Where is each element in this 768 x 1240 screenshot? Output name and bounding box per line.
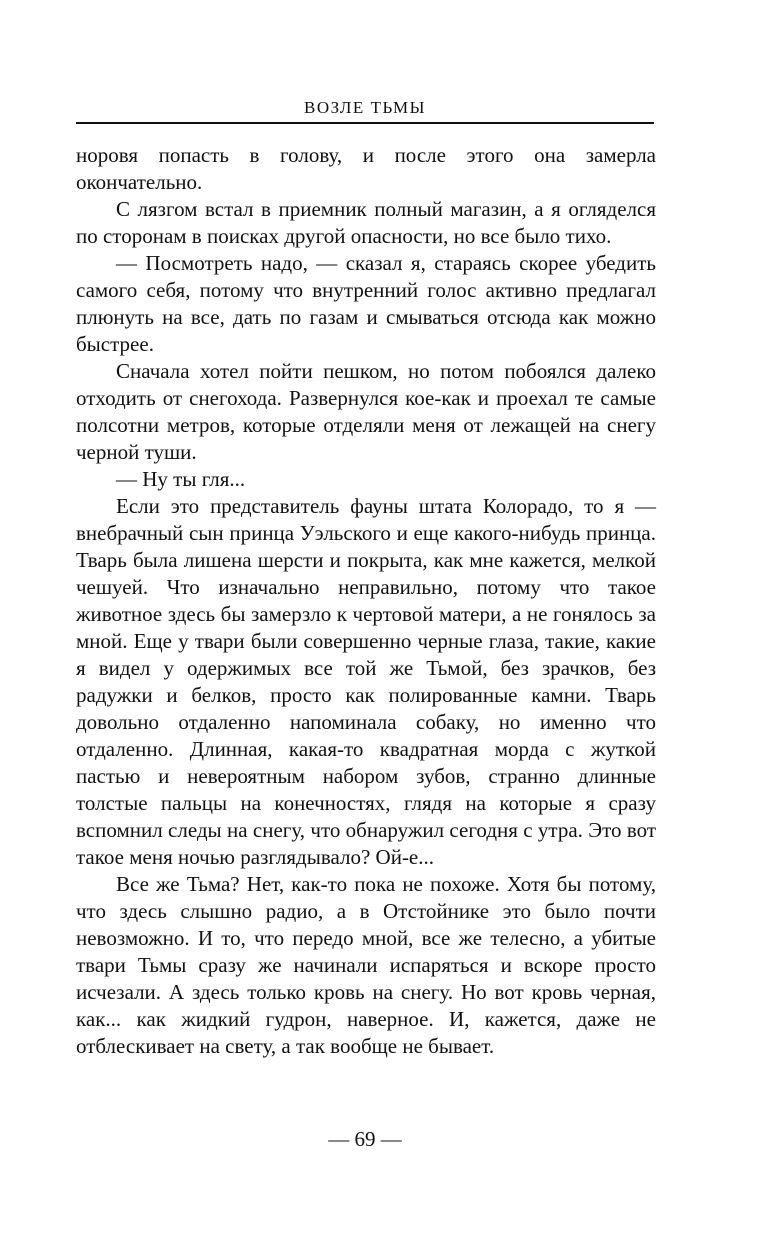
running-head: ВОЗЛЕ ТЬМЫ [304, 98, 426, 117]
paragraph: Все же Тьма? Нет, как-то пока не похоже. Хотя бы потому, что здесь слышно радио, а в Отстойнике это было почти невозможно. И то, что передо мной, все же телесно, а убитые твари Тьмы сразу же начинали испаряться и вскоре просто исчезали. А здесь только кровь на снегу. Но вот кровь черная, как... как жидкий гудрон, наверное. И, кажется, даже не отблескивает на свету, а так вообще не бывает. [76, 872, 656, 1058]
dialogue-paragraph: — Ну ты гля... [116, 467, 246, 491]
paragraph: С лязгом встал в приемник полный магазин, а я огляделся по сторонам в поисках другой опасности, но все было тихо. [76, 197, 656, 248]
body-text [76, 142, 656, 1060]
header-rule [76, 122, 654, 124]
paragraph-continued: норовя попасть в голову, и после этого она замерла окончательно. [76, 143, 656, 194]
page-number: — 69 — [328, 1127, 402, 1151]
dialogue-paragraph: — Посмотреть надо, — сказал я, стараясь скорее убедить самого себя, потому что внутренний голос активно предлагал плюнуть на все, дать по газам и смываться отсюда как можно быстрее. [76, 251, 656, 356]
paragraph: Сначала хотел пойти пешком, но потом побоялся далеко отходить от снегохода. Развернулся кое-как и проехал те самые полсотни метров, которые отделяли меня от лежащей на снегу черной туши. [76, 359, 656, 464]
paragraph: Если это представитель фауны штата Колорадо, то я — внебрачный сын принца Уэльского и еще какого-нибудь принца. Тварь была лишена шерсти и покрыта, как мне кажется, мелкой чешуей. Что изначально неправильно, потому что такое животное здесь бы замерзло к чертовой матери, а не гонялось за мной. Еще у твари были совершенно черные глаза, такие, какие я видел у одержимых все той же Тьмой, без зрачков, без радужки и белков, просто как полированные камни. Тварь довольно отдаленно напоминала собаку, но именно что отдаленно. Длинная, какая-то квадратная морда с жуткой пастью и невероятным набором зубов, странно длинные толстые пальцы на конечностях, глядя на которые я сразу вспомнил следы на снегу, что обнаружил сегодня с утра. Это вот такое меня ночью разглядывало? Ой-е... [76, 494, 656, 869]
